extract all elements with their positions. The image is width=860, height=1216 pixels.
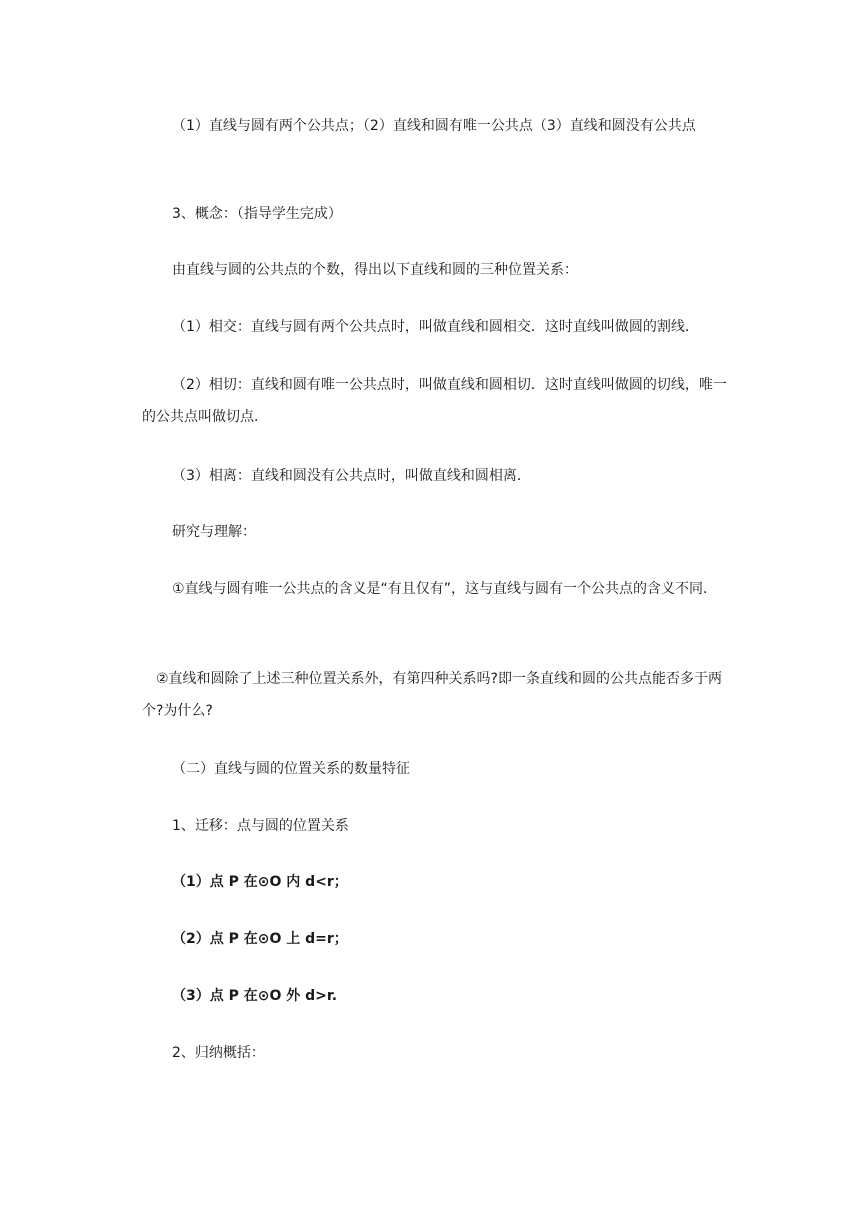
paragraph-point-inside: （1）点 P 在⊙O 内 d<r； [172,874,348,890]
paragraph-tangent: （2）相切：直线和圆有唯一公共点时，叫做直线和圆相切．这时直线叫做圆的切线，唯一的公共点叫做切点． [142,377,727,425]
paragraph-point-outside: （3）点 P 在⊙O 外 d>r. [172,988,338,1004]
paragraph-separate: （3）相离：直线和圆没有公共点时，叫做直线和圆相离． [172,468,531,484]
paragraph-section-two-heading: （二）直线与圆的位置关系的数量特征 [172,761,410,777]
paragraph-intersect: （1）相交：直线与圆有两个公共点时，叫做直线和圆相交．这时直线叫做圆的割线． [172,319,699,335]
paragraph-concept-heading: 3、概念：（指导学生完成） [172,206,342,222]
paragraph-summary-heading: 2、归纳概括： [172,1045,265,1061]
paragraph-note-one: ①直线与圆有唯一公共点的含义是“有且仅有”，这与直线与圆有一个公共点的含义不同． [172,581,718,597]
paragraph-point-on: （2）点 P 在⊙O 上 d=r； [172,931,348,947]
paragraph-three-relations: 由直线与圆的公共点的个数，得出以下直线和圆的三种位置关系： [172,262,578,278]
paragraph-note-two: ②直线和圆除了上述三种位置关系外，有第四种关系吗?即一条直线和圆的公共点能否多于两个?为什么? [142,671,722,719]
paragraph-study-heading: 研究与理解： [172,524,256,540]
paragraph-transfer-heading: 1、迁移：点与圆的位置关系 [172,818,349,834]
paragraph-common-points: （1）直线与圆有两个公共点；（2）直线和圆有唯一公共点（3）直线和圆没有公共点 [172,118,696,134]
